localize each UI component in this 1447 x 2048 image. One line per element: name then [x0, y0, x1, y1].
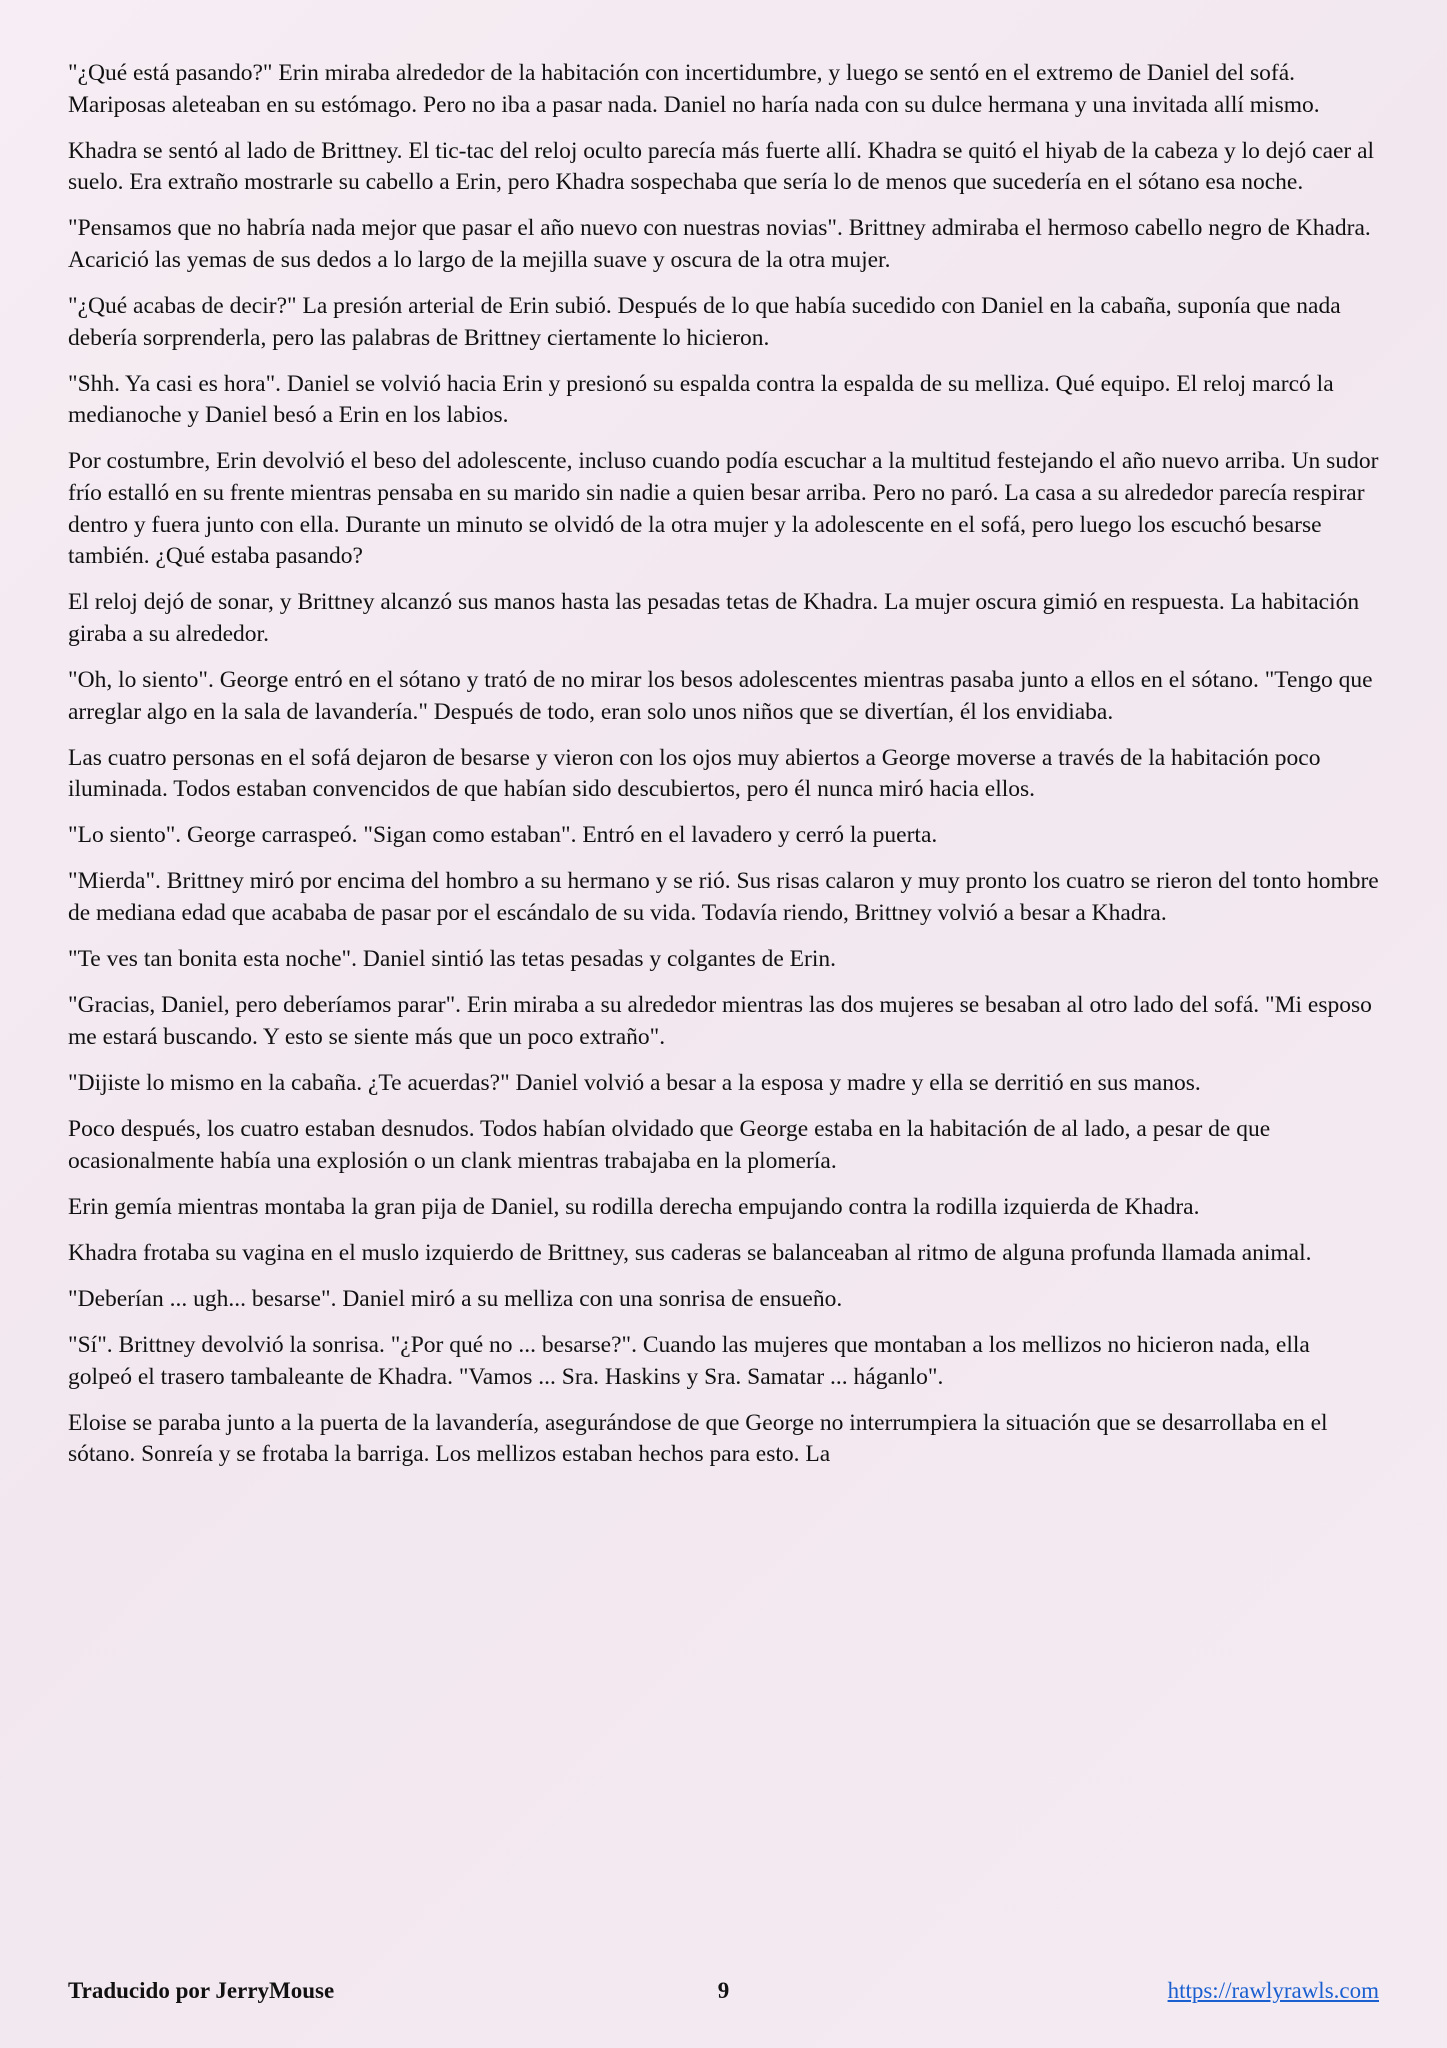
paragraph: "Oh, lo siento". George entró en el sótano y trató de no mirar los besos adolescentes mientras pasaba junto a ellos en el sótano. "Tengo que arreglar algo en la sala de lavandería." Después de todo, eran solo unos niños que se divertían, él los envidiaba.	[68, 667, 1373, 725]
paragraph: Las cuatro personas en el sofá dejaron de besarse y vieron con los ojos muy abiertos a George moverse a través de la habitación poco iluminada. Todos estaban convencidos de que habían sido descubiertos, pero él nunca miró hacia ellos.	[68, 744, 1321, 803]
paragraph: "Lo siento". George carraspeó. "Sigan como estaban". Entró en el lavadero y cerró la puerta.	[68, 822, 938, 849]
translator-credit: Traducido por JerryMouse	[68, 1978, 335, 2003]
paragraph: "¿Qué acabas de decir?" La presión arterial de Erin subió. Después de lo que había sucedido con Daniel en la cabaña, suponía que nada debería sorprenderla, pero las palabras de Brittney ciertamente lo hicieron.	[68, 293, 1341, 351]
document-body	[68, 58, 1379, 1471]
paragraph: El reloj dejó de sonar, y Brittney alcanzó sus manos hasta las pesadas tetas de Khadra. La mujer oscura gimió en respuesta. La habitación giraba a su alrededor.	[68, 589, 1360, 647]
page-footer	[68, 1978, 1379, 2004]
paragraph: "Gracias, Daniel, pero deberíamos parar". Erin miraba a su alrededor mientras las dos mujeres se besaban al otro lado del sofá. "Mi esposo me estará buscando. Y esto se siente más que un poco extraño".	[68, 992, 1372, 1050]
paragraph: "Pensamos que no habría nada mejor que pasar el año nuevo con nuestras novias". Brittney admiraba el hermoso cabello negro de Khadra. Acarició las yemas de sus dedos a lo largo de la mejilla suave y oscura de la otra mujer.	[68, 215, 1371, 273]
paragraph: "Dijiste lo mismo en la cabaña. ¿Te acuerdas?" Daniel volvió a besar a la esposa y madre y ella se derritió en sus manos.	[68, 1069, 1201, 1096]
paragraph: Erin gemía mientras montaba la gran pija de Daniel, su rodilla derecha empujando contra la rodilla izquierda de Khadra.	[68, 1193, 1200, 1220]
paragraph: "Te ves tan bonita esta noche". Daniel sintió las tetas pesadas y colgantes de Erin.	[68, 946, 837, 973]
paragraph: Khadra frotaba su vagina en el muslo izquierdo de Brittney, sus caderas se balanceaban al ritmo de alguna profunda llamada animal.	[68, 1239, 1312, 1266]
website-link[interactable]: https://rawlyrawls.com	[1167, 1978, 1379, 2003]
paragraph: Khadra se sentó al lado de Brittney. El tic-tac del reloj oculto parecía más fuerte allí. Khadra se quitó el hiyab de la cabeza y lo dejó caer al suelo. Era extraño mostrarle su cabello a Erin, pero Khadra sospechaba que sería lo de menos que sucedería en el sótano esa noche.	[68, 137, 1375, 196]
paragraph: "¿Qué está pasando?" Erin miraba alrededor de la habitación con incertidumbre, y luego se sentó en el extremo de Daniel del sofá. Mariposas aleteaban en su estómago. Pero no iba a pasar nada. Daniel no haría nada con su dulce hermana y una invitada allí mismo.	[68, 60, 1320, 118]
paragraph: Poco después, los cuatro estaban desnudos. Todos habían olvidado que George estaba en la habitación de al lado, a pesar de que ocasionalmente había una explosión o un clank mientras trabajaba en la plomería.	[68, 1116, 1271, 1174]
paragraph: "Sí". Brittney devolvió la sonrisa. "¿Por qué no ... besarse?". Cuando las mujeres que montaban a los mellizos no hicieron nada, ella golpeó el trasero tambaleante de Khadra. "Vamos ... Sra. Haskins y Sra. Samatar ... háganlo".	[68, 1332, 1310, 1390]
paragraph: "Deberían ... ugh... besarse". Daniel miró a su melliza con una sonrisa de ensueño.	[68, 1285, 843, 1312]
paragraph: "Shh. Ya casi es hora". Daniel se volvió hacia Erin y presionó su espalda contra la espalda de su melliza. Qué equipo. El reloj marcó la medianoche y Daniel besó a Erin en los labios.	[68, 370, 1334, 429]
paragraph: "Mierda". Brittney miró por encima del hombro a su hermano y se rió. Sus risas calaron y muy pronto los cuatro se rieron del tonto hombre de mediana edad que acababa de pasar por el escándalo de su vida. Todavía riendo, Brittney volvió a besar a Khadra.	[68, 868, 1379, 927]
page-number: 9	[717, 1978, 730, 2003]
paragraph: Por costumbre, Erin devolvió el beso del adolescente, incluso cuando podía escuchar a la multitud festejando el año nuevo arriba. Un sudor frío estalló en su frente mientras pensaba en su marido sin nadie a quien besar arriba. Pero no paró. La casa a su alrededor parecía respirar dentro y fuera junto con ella. Durante un minuto se olvidó de la otra mujer y la adolescente en el sofá, pero luego los escuchó besarse también. ¿Qué estaba pasando?	[68, 448, 1379, 570]
paragraph: Eloise se paraba junto a la puerta de la lavandería, asegurándose de que George no interrumpiera la situación que se desarrollaba en el sótano. Sonreía y se frotaba la barriga. Los mellizos estaban hechos para esto. La	[68, 1409, 1328, 1468]
